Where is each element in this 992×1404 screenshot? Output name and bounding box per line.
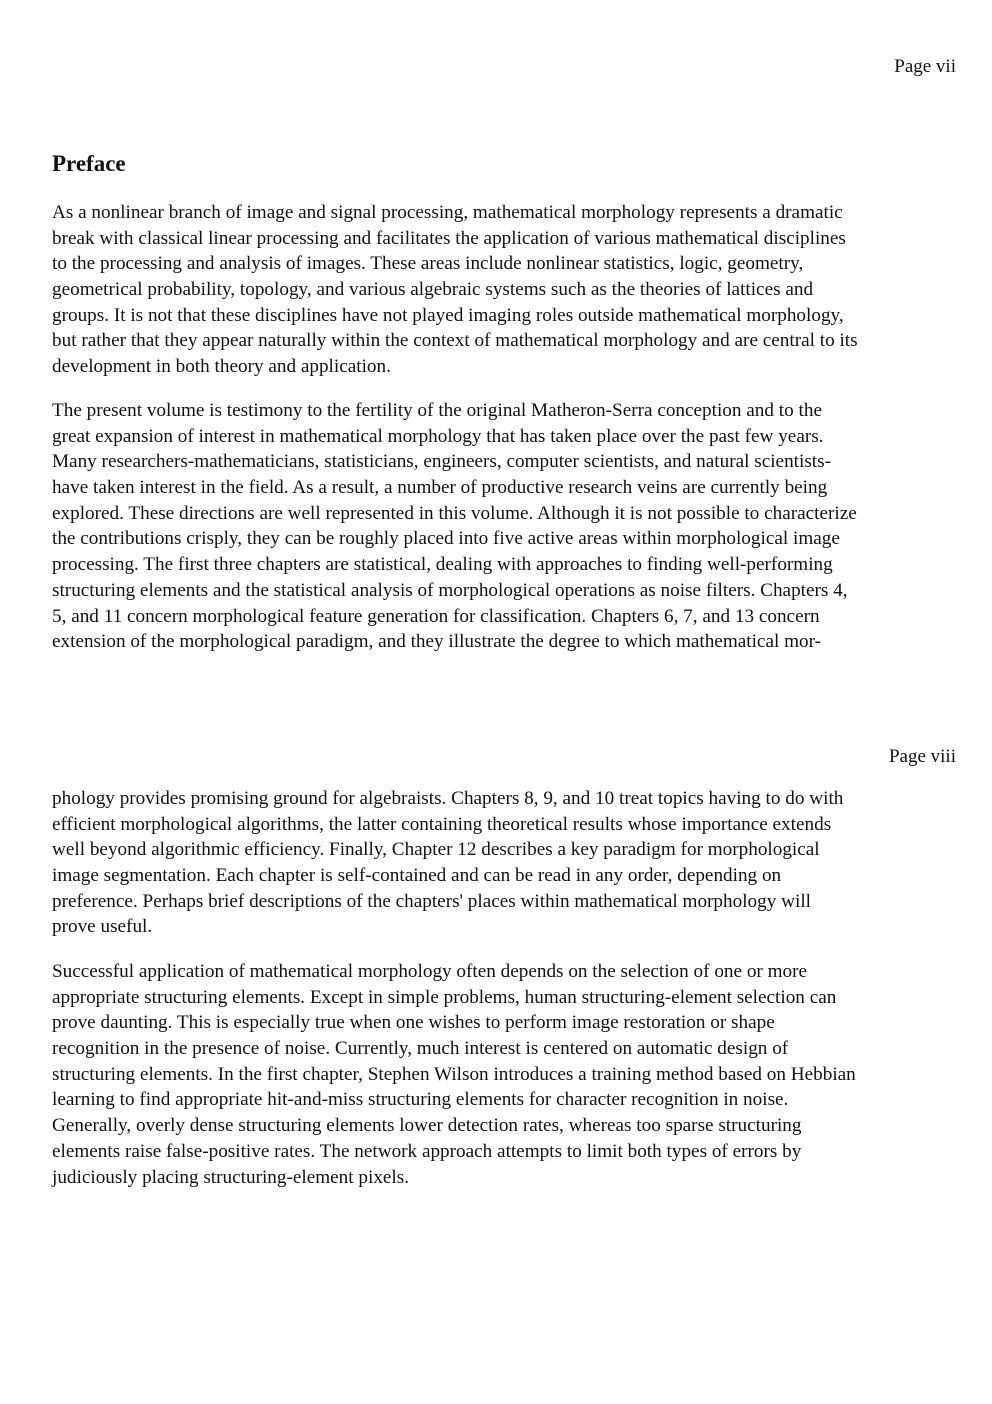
text-line: the contributions crisply, they can be roughly placed into five active areas within morphological image — [52, 528, 840, 550]
text-line: The present volume is testimony to the fertility of the original Matheron-Serra conception and to the — [52, 400, 822, 421]
paragraph — [52, 398, 957, 655]
text-line: Successful application of mathematical morphology often depends on the selection of one or more — [52, 961, 808, 982]
text-line: structuring elements. In the first chapter, Stephen Wilson introduces a training method based on Hebbian — [52, 1063, 856, 1085]
text-line: efficient morphological algorithms, the latter containing theoretical results whose importance extends — [52, 813, 832, 835]
text-line: prove daunting. This is especially true when one wishes to perform image restoration or shape — [52, 1012, 775, 1034]
paragraph — [52, 959, 957, 1190]
text-line: appropriate structuring elements. Except in simple problems, human structuring-element selection can — [52, 986, 837, 1008]
text-line: processing. The first three chapters are statistical, dealing with approaches to finding well-performing — [52, 554, 833, 576]
section-heading: Preface — [52, 151, 126, 176]
text-line: judiciously placing structuring-element pixels. — [52, 1166, 410, 1188]
text-line: but rather that they appear naturally within the context of mathematical morphology and are central to its — [52, 330, 858, 352]
page-number: Page vii — [894, 56, 956, 77]
text-line: development in both theory and application. — [52, 356, 391, 378]
text-line: prove useful. — [52, 916, 153, 938]
text-line: learning to find appropriate hit-and-miss structuring elements for character recognition in noise. — [52, 1089, 789, 1111]
text-line: image segmentation. Each chapter is self-contained and can be read in any order, depending on — [52, 865, 782, 887]
text-line: Generally, overly dense structuring elements lower detection rates, whereas too sparse structuring — [52, 1115, 802, 1137]
text-line: structuring elements and the statistical analysis of morphological operations as noise filters. Chapters 4, — [52, 579, 848, 601]
text-line: explored. These directions are well represented in this volume. Although it is not possible to characterize — [52, 502, 857, 524]
text-line: extension of the morphological paradigm, and they illustrate the degree to which mathematical mor- — [52, 631, 821, 653]
text-line: Many researchers-mathematicians, statisticians, engineers, computer scientists, and natural scientists- — [52, 451, 831, 473]
text-line: phology provides promising ground for algebraists. Chapters 8, 9, and 10 treat topics having to do with — [52, 788, 844, 809]
text-line: geometrical probability, topology, and various algebraic systems such as the theories of lattices and — [52, 279, 814, 301]
text-line: well beyond algorithmic efficiency. Finally, Chapter 12 describes a key paradigm for morphological — [52, 839, 820, 861]
paragraph — [52, 786, 957, 940]
text-line: groups. It is not that these disciplines have not played imaging roles outside mathematical morphology, — [52, 304, 844, 326]
text-line: 5, and 11 concern morphological feature generation for classification. Chapters 6, 7, and 13 concern — [52, 605, 820, 627]
page-number: Page viii — [888, 746, 956, 767]
text-line: recognition in the presence of noise. Currently, much interest is centered on automatic design of — [52, 1038, 789, 1060]
text-line: elements raise false-positive rates. The network approach attempts to limit both types of errors by — [52, 1140, 802, 1162]
text-line: have taken interest in the field. As a result, a number of productive research veins are currently being — [52, 477, 828, 499]
text-line: break with classical linear processing and facilitates the application of various mathematical disciplines — [52, 227, 846, 249]
text-line: As a nonlinear branch of image and signal processing, mathematical morphology represents a dramatic — [52, 202, 843, 223]
text-line: great expansion of interest in mathematical morphology that has taken place over the past few years. — [52, 425, 824, 447]
text-line: preference. Perhaps brief descriptions of the chapters' places within mathematical morphology will — [52, 890, 811, 912]
text-line: to the processing and analysis of images. These areas include nonlinear statistics, logic, geometry, — [52, 253, 804, 275]
paragraph — [52, 200, 957, 380]
